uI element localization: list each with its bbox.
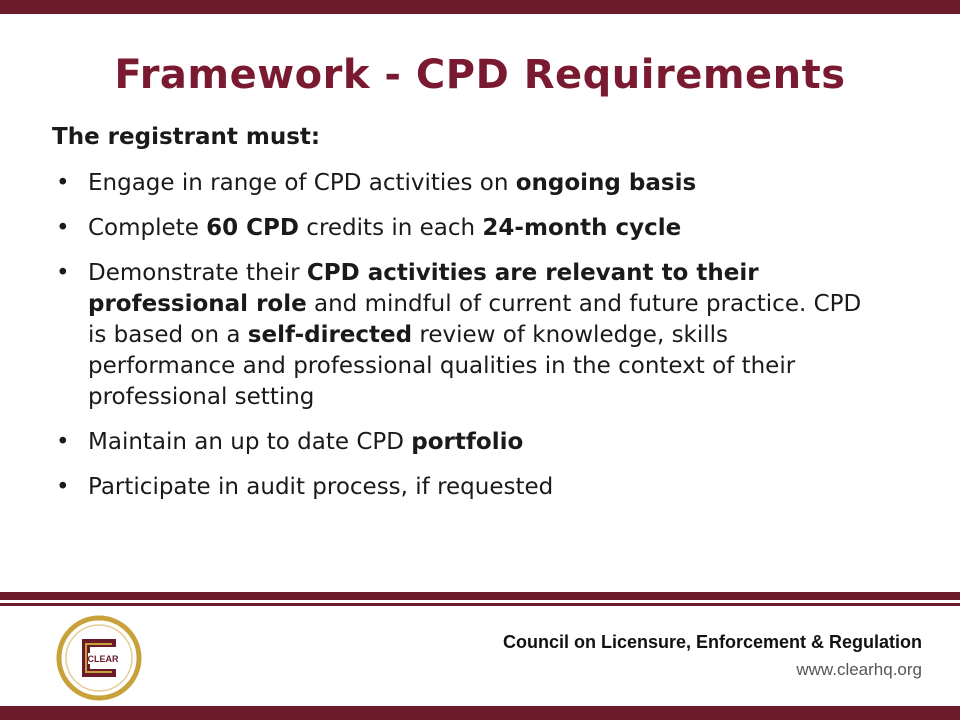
bullet-point-icon: •: [56, 260, 70, 286]
bullet-point-icon: •: [56, 429, 70, 455]
slide-content: [52, 122, 872, 517]
bullet-emphasis: CPD activities are relevant to their professional role: [88, 260, 759, 317]
clear-logo: [56, 615, 142, 701]
slide-title: Framework - CPD Requirements: [114, 52, 846, 98]
bullet-text: Participate in audit process, if requested: [88, 474, 554, 500]
bullet-text: and mindful of current and future practice. CPD is based on a: [88, 291, 862, 348]
bullet-point-icon: •: [56, 170, 70, 196]
bullet-point-icon: •: [56, 215, 70, 241]
bullet-text: Maintain an up to date CPD: [88, 429, 412, 455]
bullet-text: Demonstrate their: [88, 260, 307, 286]
bullet-text: review of knowledge, skills performance and professional qualities in the context of their professional setting: [88, 322, 796, 410]
bullet-emphasis: ongoing basis: [515, 170, 697, 196]
organization-url: www.clearhq.org: [796, 660, 922, 679]
bullet-text: Complete: [88, 215, 207, 241]
bullet-text: Engage in range of CPD activities on: [88, 170, 516, 196]
bullet-list: [52, 168, 872, 503]
organization-name: Council on Licensure, Enforcement & Regulation: [502, 632, 922, 652]
bullet-text: credits in each: [299, 215, 483, 241]
bullet-item: [52, 472, 872, 503]
footer-band-thin: [0, 603, 960, 606]
intro-text: The registrant must:: [52, 124, 321, 150]
bottom-bar: [0, 706, 960, 720]
bullet-item: [52, 168, 872, 199]
footer-band: [0, 592, 960, 600]
top-bar: [0, 0, 960, 14]
bullet-point-icon: •: [56, 474, 70, 500]
bullet-item: [52, 427, 872, 458]
bullet-item: [52, 258, 872, 413]
bullet-emphasis: self-directed: [247, 322, 413, 348]
bullet-emphasis: 60 CPD: [206, 215, 299, 241]
bullet-emphasis: 24-month cycle: [482, 215, 682, 241]
bullet-item: [52, 213, 872, 244]
logo-text: CLEAR: [87, 654, 119, 664]
bullet-emphasis: portfolio: [411, 429, 524, 455]
